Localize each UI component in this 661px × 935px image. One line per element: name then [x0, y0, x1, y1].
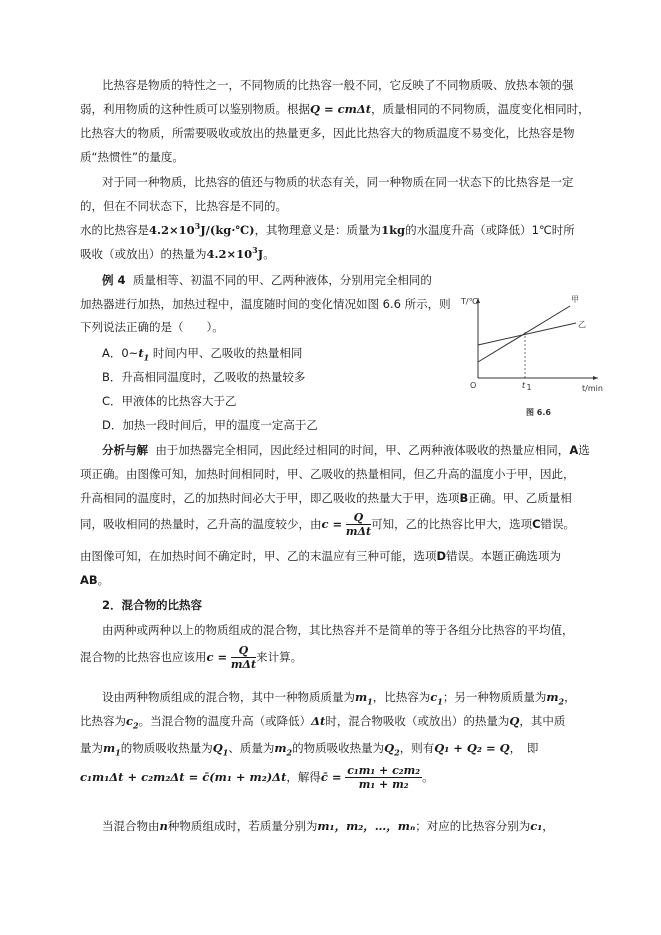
- subscript: 1: [437, 696, 443, 707]
- t1-subscript: 1: [526, 383, 532, 392]
- section3-line3: [80, 740, 580, 756]
- text: 时，混合物吸收（或放出）的热量为: [325, 714, 510, 728]
- x-axis-arrow: [593, 376, 598, 380]
- subscript: 1: [367, 696, 373, 707]
- text: 当混合物由: [102, 819, 160, 833]
- text: 质量相等、初温不同的甲、乙两种液体，分别用完全相同的: [132, 273, 432, 287]
- t-symbol: t: [138, 346, 144, 360]
- m-symbol: m: [355, 690, 368, 704]
- fraction: [345, 764, 422, 791]
- text: 。: [422, 770, 434, 784]
- para2-line1: 对于同一种物质，比热容的值还与物质的状态有关，同一种物质在同一状态下的比热容是一定: [102, 175, 574, 189]
- analysis-line2: 项正确。由图像可知，加热时间相同时，甲、乙吸收的热量相同，但乙升高的温度小于甲，因此，: [80, 467, 575, 481]
- text: ，则有: [399, 741, 435, 755]
- example-label: 例 4: [102, 273, 126, 287]
- subscript: 2: [286, 747, 293, 758]
- denominator: m₁ + m₂: [358, 778, 409, 791]
- text: ，解得: [286, 770, 321, 784]
- example-line2: 加热器进行加热，加热过程中，温度随时间的变化情况如图 6.6 所示，则: [80, 297, 451, 311]
- text: 时间内甲、乙吸收的热量相同: [149, 346, 303, 360]
- section2-title: 2．混合物的比热容: [102, 598, 203, 612]
- m-symbol: m: [274, 741, 287, 755]
- text: A．0~: [102, 346, 139, 360]
- section2-line1: 由两种或两种以上的物质组成的混合物，其比热容并不是简单的等于各组分比热容的平均值，: [102, 623, 574, 637]
- subscript: 1: [222, 747, 229, 758]
- text: 。当混合物的温度升高（或降低）: [138, 714, 312, 728]
- y-axis-label: T/℃: [461, 297, 478, 306]
- text: 弱，利用物质的这种性质可以鉴别物质。根据: [80, 102, 310, 116]
- unit: J/(kg·℃): [200, 223, 255, 237]
- text: 由图像可知，在加热时间不确定时，甲、乙的末温应有三种可能，选项: [80, 549, 437, 563]
- value: 4.2×10: [149, 223, 195, 237]
- subscript: 1: [143, 352, 150, 363]
- heat-formula: Q = cmΔt: [310, 102, 372, 116]
- text: 量为: [80, 741, 103, 755]
- answer: AB: [80, 573, 98, 587]
- line-jia: [478, 306, 570, 362]
- text: 的水温度升高（或降低）1℃时所: [405, 223, 575, 237]
- denominator: mΔt: [230, 658, 257, 671]
- example-line1: [102, 272, 462, 288]
- analysis-line1: [102, 442, 602, 458]
- text: 比热容为: [80, 714, 126, 728]
- subscript: 1: [115, 747, 121, 758]
- fraction: [346, 511, 371, 538]
- exponent: 3: [194, 221, 201, 232]
- text: ；对应的比热容分别为: [415, 819, 531, 833]
- text: 升高相同的温度时，乙的加热时间必大于甲，即乙吸收的热量大于甲，选项: [80, 491, 460, 505]
- analysis-label: 分析与解: [102, 443, 148, 457]
- c-symbol: c: [430, 690, 438, 704]
- text: 设由两种物质组成的混合物，其中一种物质质量为: [102, 690, 355, 704]
- text: ， 即: [509, 741, 539, 755]
- analysis-line4: [80, 510, 580, 538]
- text: 混合物的比热容也应该用: [80, 650, 207, 664]
- c-symbol: c =: [206, 650, 228, 664]
- para1-line1: 比热容是物质的特性之一，不同物质的比热容一般不同，它反映了不同物质吸、放热本领的强: [102, 78, 574, 92]
- value: 1kg: [381, 223, 406, 237]
- text: 。: [97, 573, 110, 587]
- para1-line4: 质“热惯性”的量度。: [80, 150, 184, 164]
- analysis-line3: [80, 490, 580, 506]
- subscript: 2: [558, 696, 565, 707]
- denominator: mΔt: [345, 525, 372, 538]
- fraction: [231, 644, 256, 671]
- m-symbol: m: [546, 690, 559, 704]
- x-axis-label: t/min: [582, 384, 603, 393]
- text: 的物质吸收热量为: [292, 741, 385, 755]
- text: ，其中质: [519, 714, 566, 728]
- para3-line2: [80, 246, 580, 262]
- numerator: Q: [346, 511, 371, 525]
- text: 、质量为: [228, 741, 275, 755]
- option-ref: A: [569, 443, 579, 457]
- value: 4.2×10: [206, 247, 253, 261]
- subscript: 2: [133, 720, 139, 731]
- option-ref: B: [459, 491, 469, 505]
- section4-line1: [102, 818, 602, 834]
- section3-line2: [80, 713, 580, 729]
- c-symbol: c: [126, 714, 134, 728]
- text: 来计算。: [256, 650, 303, 664]
- analysis-line6: [80, 572, 580, 588]
- text: 由于加热器完全相同，因此经过相同的时间，甲、乙两种液体吸收的热量应相同，: [155, 443, 570, 457]
- analysis-line5: [80, 548, 580, 564]
- text: 可知，乙的比热容比甲大，选项: [371, 517, 533, 531]
- para2-line2: 的，但在不同状态下，比热容是不同的。: [80, 199, 287, 213]
- jia-label: 甲: [571, 295, 579, 304]
- text: ，其物理意义是：质量为: [254, 223, 382, 237]
- c-symbol: c₁: [530, 819, 543, 833]
- text: 。: [263, 247, 275, 261]
- text: ，质量相同的不同物质，温度变化相同时，: [371, 102, 590, 116]
- n-symbol: n: [159, 819, 168, 833]
- figure-caption: 图 6.6: [526, 408, 551, 417]
- c-symbol: c =: [321, 517, 343, 531]
- para3-line1: [80, 222, 580, 238]
- option-ref: C: [532, 517, 541, 531]
- unit: J: [257, 247, 264, 261]
- text: ，: [542, 819, 554, 833]
- text: ，: [564, 690, 576, 704]
- option-b: B．升高相同温度时，乙吸收的热量较多: [102, 370, 306, 384]
- delta-t: Δt: [311, 714, 326, 728]
- text: 吸收（或放出）的热量为: [80, 247, 207, 261]
- text: 错误。: [540, 517, 576, 531]
- text: 水的比热容是: [80, 223, 149, 237]
- balance-equation: c₁m₁Δt + c₂m₂Δt = c̄(m₁ + m₂)Δt: [80, 770, 287, 784]
- sum-equation: Q₁ + Q₂ = Q: [434, 741, 510, 755]
- q-symbol: Q: [384, 741, 395, 755]
- text: 同，吸收相同的热量时，乙升高的温度较少，由: [80, 517, 322, 531]
- origin-label: O: [470, 381, 477, 390]
- option-a: [102, 345, 302, 361]
- masses: m₁，m₂，…，mₙ: [317, 819, 416, 833]
- text: 种物质组成时，若质量分别为: [167, 819, 318, 833]
- section3-line1: [102, 689, 602, 705]
- text: 的物质吸收热量为: [120, 741, 213, 755]
- text: ；另一种物质质量为: [442, 690, 547, 704]
- t1-label: t: [522, 381, 526, 390]
- text: 选: [578, 443, 590, 457]
- para1-line3: 比热容大的物质，所需要吸收或放出的热量更多，因此比热容大的物质温度不易变化，比热容是物: [80, 126, 575, 140]
- subscript: 2: [394, 747, 400, 758]
- option-d: D．加热一段时间后，甲的温度一定高于乙: [102, 418, 318, 432]
- figure-6-6: [458, 290, 608, 425]
- text: ，比热容为: [372, 690, 431, 704]
- m-symbol: m: [103, 741, 116, 755]
- yi-label: 乙: [578, 320, 586, 329]
- c-bar-symbol: c̄ =: [320, 770, 342, 784]
- exponent: 3: [252, 245, 258, 256]
- section3-line4: [80, 762, 580, 792]
- option-c: C．甲液体的比热容大于乙: [102, 394, 237, 408]
- line-yi: [478, 323, 576, 345]
- section2-line2: [80, 643, 580, 671]
- numerator: c₁m₁ + c₂m₂: [347, 764, 421, 777]
- example-line3: 下列说法正确的是（ ）。: [80, 320, 224, 334]
- option-ref: D: [436, 549, 447, 563]
- q-symbol: Q: [509, 714, 520, 728]
- q-symbol: Q: [212, 741, 223, 755]
- text: 错误。本题正确选项为: [446, 549, 562, 563]
- text: 正确。甲、乙质量相: [468, 491, 572, 505]
- numerator: Q: [231, 644, 256, 658]
- para1-line2: [80, 101, 590, 117]
